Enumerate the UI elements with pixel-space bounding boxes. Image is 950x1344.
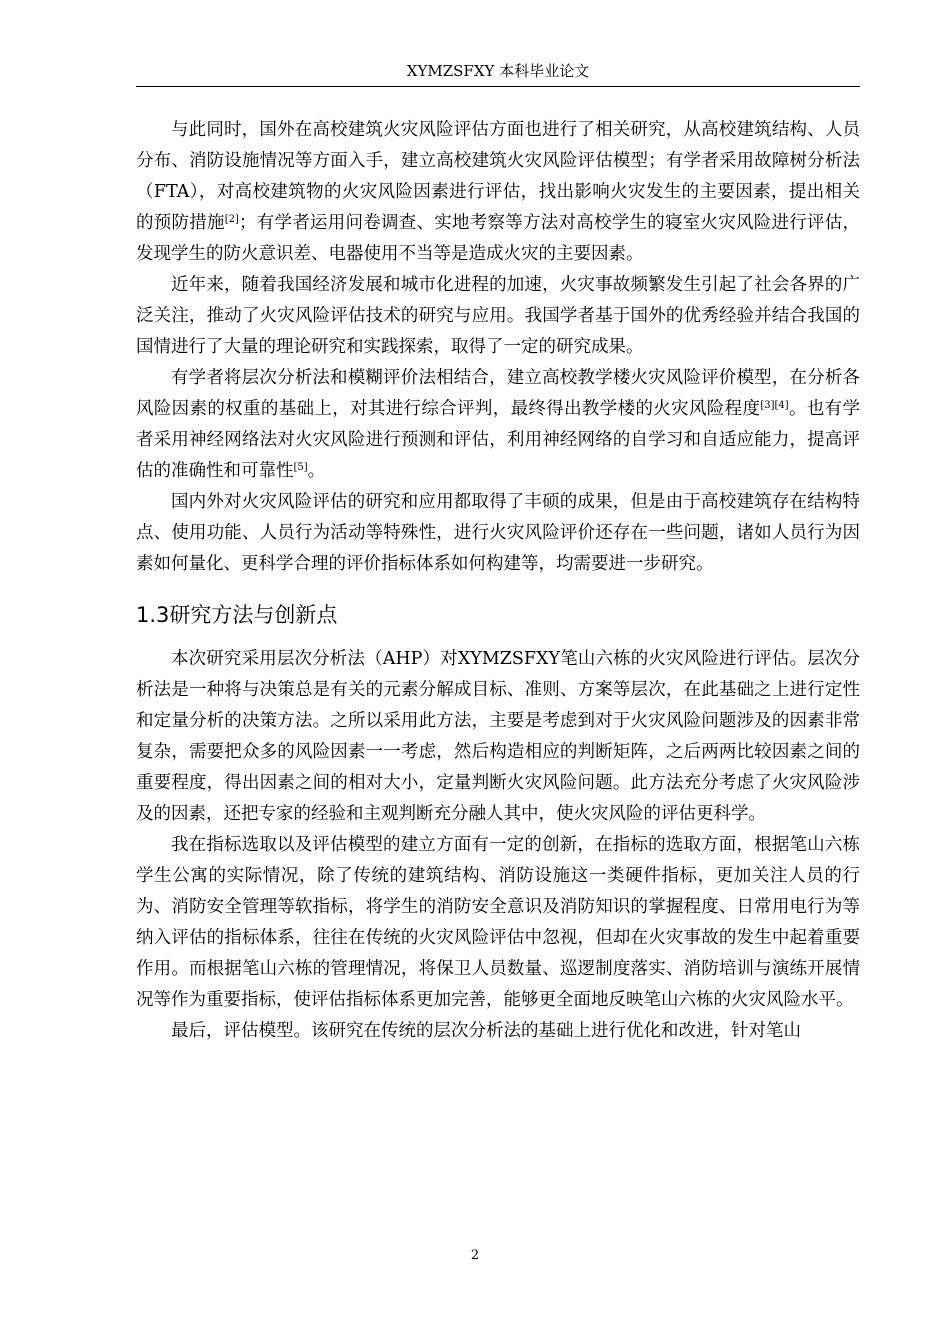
paragraphs-after [136,644,860,1047]
paragraph [136,270,860,363]
citation: [2] [224,214,239,225]
paragraph-text: 。也有学者采用神经网络法对火灾风险进行预测和评估，利用神经网络的自学习和自适应能力，提高评估的准确性和可靠性 [136,399,861,481]
section-heading: 1.3研究方法与创新点 [136,603,338,627]
paragraph-text: 最后，评估模型。该研究在传统的层次分析法的基础上进行优化和改进，针对笔山 [171,1021,801,1041]
paragraphs-before [136,115,860,580]
paragraph-text: 国内外对火灾风险评估的研究和应用都取得了丰硕的成果，但是由于高校建筑存在结构特点、使用功能、人员行为活动等特殊性，进行火灾风险评价还存在一些问题，诸如人员行为因素如何量化、更科学合理的评价指标体系如何构建等，均需要进一步研究。 [136,492,860,574]
paragraph-text: 有学者将层次分析法和模糊评价法相结合，建立高校教学楼火灾风险评价模型，在分析各风险因素的权重的基础上，对其进行综合评判，最终得出教学楼的火灾风险程度 [136,368,860,419]
paragraph-text: 。 [307,461,326,481]
paragraph [136,1016,860,1047]
paragraph-text: 本次研究采用层次分析法（AHP）对XYMZSFXY笔山六栋的火灾风险进行评估。层次分析法是一种将与决策总是有关的元素分解成目标、准则、方案等层次，在此基础之上进行定性和定量分析的决策方法。之所以采用此方法，主要是考虑到对于火灾风险问题涉及的因素非常复杂，需要把众多的风险因素一一考虑，然后构造相应的判断矩阵，之后两两比较因素之间的重要程度，得出因素之间的相对大小，定量判断火灾风险问题。此方法充分考虑了火灾风险涉及的因素，还把专家的经验和主观判断充分融人其中，使火灾风险的评估更科学。 [136,649,860,824]
paragraph [136,830,860,1016]
header-rule [136,86,860,87]
page-header: XYMZSFXY 本科毕业论文 [406,62,590,80]
citation: [5] [293,462,308,473]
page-body [136,115,860,1047]
citation: [3][4] [760,400,789,411]
paragraph [136,487,860,580]
paragraph-text: 近年来，随着我国经济发展和城市化进程的加速，火灾事故频繁发生引起了社会各界的广泛关注，推动了火灾风险评估技术的研究与应用。我国学者基于国外的优秀经验并结合我国的国情进行了大量的理论研究和实践探索，取得了一定的研究成果。 [136,275,860,357]
paragraph [136,115,860,270]
paragraph-text: 我在指标选取以及评估模型的建立方面有一定的创新，在指标的选取方面，根据笔山六栋学生公寓的实际情况，除了传统的建筑结构、消防设施这一类硬件指标，更加关注人员的行为、消防安全管理等软指标，将学生的消防安全意识及消防知识的掌握程度、日常用电行为等纳入评估的指标体系，往往在传统的火灾风险评估中忽视，但却在火灾事故的发生中起着重要作用。而根据笔山六栋的管理情况，将保卫人员数量、巡逻制度落实、消防培训与演练开展情况等作为重要指标，使评估指标体系更加完善，能够更全面地反映笔山六栋的火灾风险水平。 [136,835,860,1010]
paragraph-text: ；有学者运用问卷调查、实地考察等方法对高校学生的寝室火灾风险进行评估，发现学生的防火意识差、电器使用不当等是造成火灾的主要因素。 [136,213,861,264]
paragraph [136,644,860,830]
page-number: 2 [470,1248,480,1263]
paragraph [136,363,860,487]
paragraph-text: 与此同时，国外在高校建筑火灾风险评估方面也进行了相关研究，从高校建筑结构、人员分布、消防设施情况等方面入手，建立高校建筑火灾风险评估模型；有学者采用故障树分析法（FTA），对高校建筑物的火灾风险因素进行评估，找出影响火灾发生的主要因素，提出相关的预防措施 [136,120,860,233]
